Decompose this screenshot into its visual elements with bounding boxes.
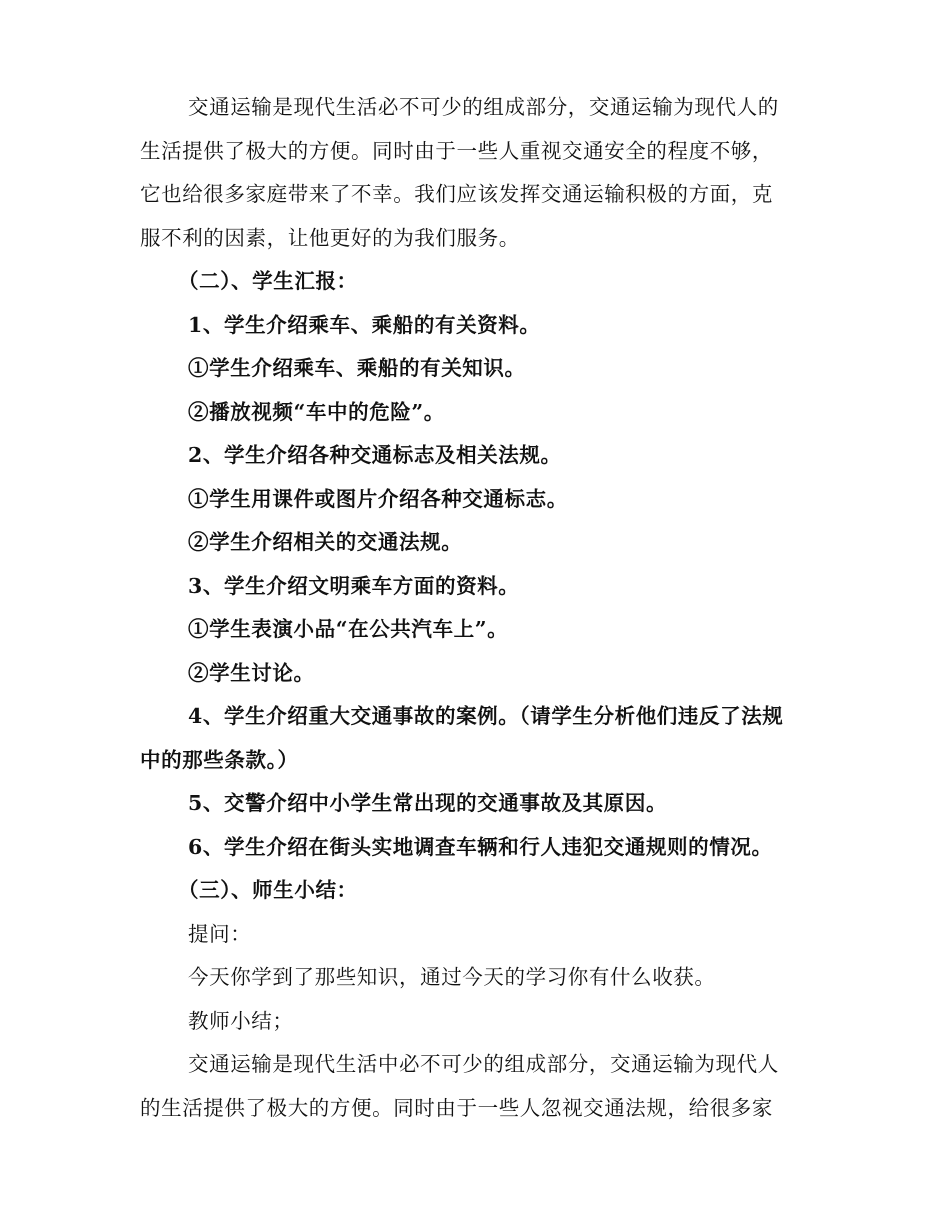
paragraph-intro-line-4: 服不利的因素，让他更好的为我们服务。 xyxy=(140,225,520,250)
item-3-sub-1: ①学生表演小品“在公共汽车上”。 xyxy=(188,617,509,641)
question-text: 今天你学到了那些知识，通过今天的学习你有什么收获。 xyxy=(188,965,716,989)
paragraph-intro-line-2: 生活提供了极大的方便。同时由于一些人重视交通安全的程度不够， xyxy=(140,138,773,163)
item-1: 1、学生介绍乘车、乘船的有关资料。 xyxy=(188,312,541,337)
item-5: 5、交警介绍中小学生常出现的交通事故及其原因。 xyxy=(188,791,668,815)
item-2-sub-1: ①学生用课件或图片介绍各种交通标志。 xyxy=(188,486,568,511)
item-2: 2、学生介绍各种交通标志及相关法规。 xyxy=(188,443,562,467)
item-4-line-2: 中的那些条款。） xyxy=(140,747,299,772)
item-4-line-1: 4、学生介绍重大交通事故的案例。（请学生分析他们违反了法规 xyxy=(188,704,784,728)
item-1-sub-1: ①学生介绍乘车、乘船的有关知识。 xyxy=(188,356,526,380)
summary-line-2: 的生活提供了极大的方便。同时由于一些人忽视交通法规，给很多家 xyxy=(140,1095,773,1120)
section-heading-3: （三）、师生小结： xyxy=(178,878,358,902)
paragraph-intro-line-1: 交通运输是现代生活必不可少的组成部分，交通运输为现代人的 xyxy=(188,95,779,119)
paragraph-intro-line-3: 它也给很多家庭带来了不幸。我们应该发挥交通运输积极的方面，克 xyxy=(140,182,773,206)
question-label: 提问： xyxy=(188,921,252,946)
section-heading-2: （二）、学生汇报： xyxy=(178,269,358,293)
item-6: 6、学生介绍在街头实地调查车辆和行人违犯交通规则的情况。 xyxy=(188,834,773,859)
item-3-sub-2: ②学生讨论。 xyxy=(188,660,315,685)
item-1-sub-2: ②播放视频“车中的危险”。 xyxy=(188,399,445,424)
teacher-summary-label: 教师小结； xyxy=(188,1008,294,1033)
item-2-sub-2: ②学生介绍相关的交通法规。 xyxy=(188,530,463,554)
item-3: 3、学生介绍文明乘车方面的资料。 xyxy=(188,573,520,598)
document-page xyxy=(140,86,810,1130)
summary-line-1: 交通运输是现代生活中必不可少的组成部分，交通运输为现代人 xyxy=(188,1052,779,1076)
